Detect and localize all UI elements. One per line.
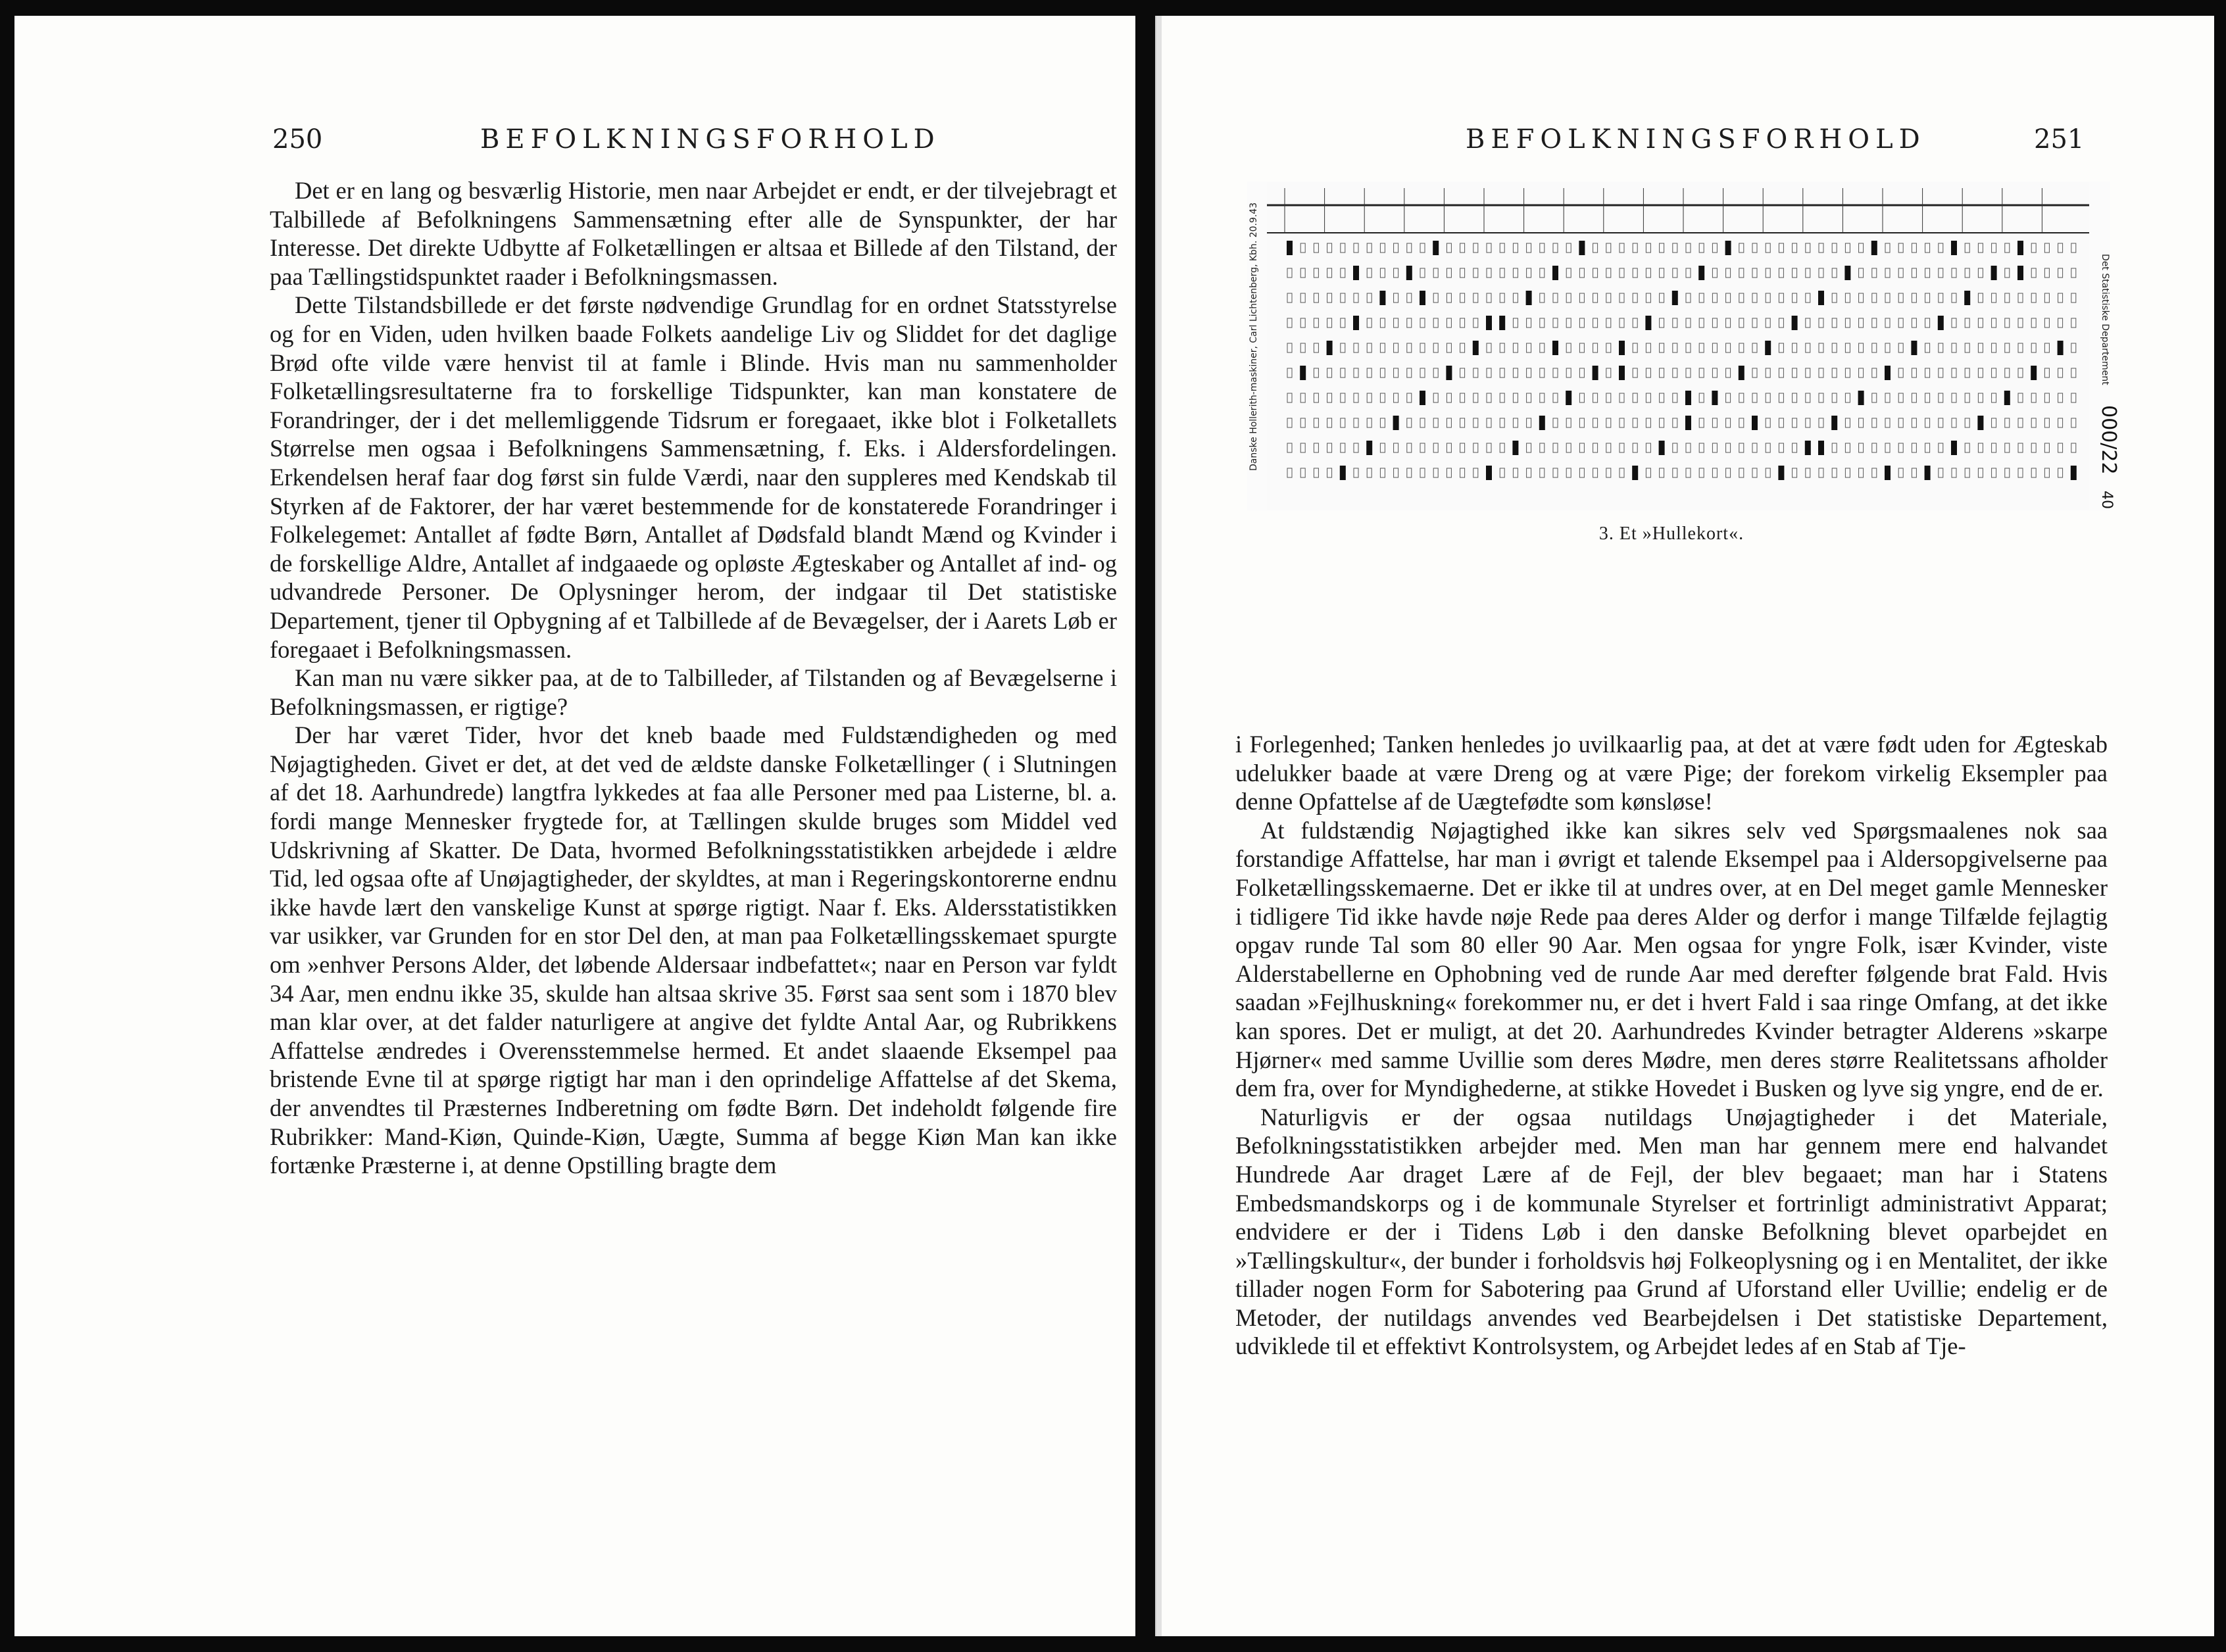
card-punch-hole bbox=[1885, 366, 1891, 380]
card-punch-hole bbox=[1632, 466, 1638, 480]
card-punch-hole bbox=[1619, 366, 1625, 380]
card-punch-hole bbox=[1366, 441, 1372, 455]
card-punch-hole bbox=[2017, 266, 2023, 280]
card-punch-hole bbox=[1420, 291, 1425, 305]
card-punch-hole bbox=[1964, 291, 1970, 305]
paragraph: At fuldstændig Nøjagtighed ikke kan sikres selv ved Spørgsmaalenes nok saa forstandige Affattelse, har man i øvrigt et talende Eksempel paa i Aldersopgivelserne paa Folketællingsskemaerne. Det er ikke til at undres over, at en Del meget gamle Mennesker i tidligere Tid ikke havde nøje Rede paa deres Alder og derfor i mange Tilfælde fejlagtig opgav runde Tal som 80 eller 90 Aar. Men ogsaa for yngre Folk, især Kvinder, viste Alderstabellerne en Ophobning ved de runde Aar med derefter følgende brat Fald. Hvis saadan »Fejlhuskning« forekommer nu, er det i hvert Fald i saa ringe Omfang, at det ikke kan spores. Det er muligt, at det 20. Aarhundredes Kvinder betragter Alderens »skarpe Hjørner« med samme Uvillie som deres Mødre, men deres større Realitetssans afholder dem fra, over for Myndighederne, at stikke Hovedet i Busken og lyve sig yngre, end de er. bbox=[1235, 816, 2108, 1102]
card-punch-hole bbox=[1831, 416, 1837, 430]
card-number: 40 bbox=[2098, 491, 2115, 509]
card-punch-hole bbox=[1579, 241, 1585, 255]
card-punch-hole bbox=[1765, 341, 1771, 355]
card-punch-hole bbox=[1539, 416, 1545, 430]
card-punch-hole bbox=[1672, 291, 1678, 305]
paragraph: i Forlegenhed; Tanken henledes jo uvilkaarlig paa, at det at være født uden for Ægteskab udelukker baade at være Dreng og at være Pige; der forekom virkelig Eksempler paa denne Opfattelse af de Uægtefødte som kønsløse! bbox=[1235, 731, 2108, 815]
page-number: 250 bbox=[272, 124, 323, 155]
card-punch-hole bbox=[1393, 416, 1399, 430]
running-head: BEFOLKNINGSFORHOLD bbox=[480, 124, 941, 155]
card-side-text-left: Danske Hollerith-maskiner, Carl Lichtenberg, Kbh. 20.9.43 bbox=[1249, 202, 1259, 471]
card-punch-hole bbox=[1473, 341, 1479, 355]
card-punch-hole bbox=[1871, 241, 1877, 255]
running-head: BEFOLKNINGSFORHOLD bbox=[1466, 124, 1926, 155]
card-punch-hole bbox=[1406, 266, 1412, 280]
card-serial: 000/22 bbox=[2097, 405, 2120, 475]
card-punch-hole bbox=[1593, 366, 1598, 380]
card-punch-hole bbox=[1792, 316, 1798, 330]
card-punch-hole bbox=[1379, 291, 1385, 305]
card-punch-hole bbox=[1353, 266, 1359, 280]
punch-card-figure bbox=[1247, 182, 2120, 510]
card-punch-hole bbox=[1340, 466, 1346, 480]
card-punch-hole bbox=[1685, 391, 1691, 405]
card-punch-hole bbox=[1805, 441, 1811, 455]
card-punch-hole bbox=[1300, 366, 1306, 380]
card-punch-hole bbox=[1925, 466, 1931, 480]
card-punch-hole bbox=[1645, 316, 1651, 330]
paragraph: Naturligvis er der ogsaa nutildags Unøjagtigheder i det Materiale, Befolkningsstatistikken arbejder med. Men man har gennem mere end halvandet Hundrede Aar draget Lære af de Fejl, der blev begaaet; man har i Statens Embedsmandskorps og i de kommunale Styrelser et fortrinligt administrativt Apparat; endvidere er der i Tidens Løb i den danske Befolkning blevet oparbejdet en »Tællingskultur«, der bunder i forholdsvis høj Folkeoplysning og i en Mentalitet, der ikke tillader nogen Form for Sabotering paa Grund af Uforstand eller Uvillie; endelig er de Metoder, der nutildags anvendes ved Bearbejdelsen i Det statistiske Departement, udviklede til et effektivt Kontrolsystem, og Arbejdet ledes af en Stab af Tje- bbox=[1235, 1103, 2108, 1360]
figure-caption: 3. Et »Hullekort«. bbox=[1598, 523, 1744, 544]
left-page bbox=[14, 16, 1135, 1636]
card-punch-hole bbox=[1938, 316, 1944, 330]
card-punch-hole bbox=[1911, 341, 1917, 355]
card-punch-hole bbox=[1977, 416, 1983, 430]
card-punch-hole bbox=[1327, 341, 1333, 355]
card-punch-hole bbox=[1818, 291, 1824, 305]
card-punch-hole bbox=[1486, 466, 1492, 480]
card-punch-hole bbox=[1991, 266, 1997, 280]
card-punch-hole bbox=[1499, 316, 1505, 330]
card-punch-hole bbox=[1685, 416, 1691, 430]
card-punch-hole bbox=[1512, 441, 1518, 455]
card-punch-hole bbox=[1712, 391, 1718, 405]
card-punch-hole bbox=[2058, 341, 2064, 355]
card-punch-hole bbox=[1885, 466, 1891, 480]
paragraph: Kan man nu være sikker paa, at de to Talbilleder, af Tilstanden og af Bevægelserne i Befolkningsmassen, er rigtige? bbox=[270, 664, 1117, 720]
left-body-text bbox=[270, 176, 1117, 1180]
card-punch-hole bbox=[1698, 266, 1704, 280]
card-punch-hole bbox=[1446, 366, 1452, 380]
card-punch-hole bbox=[1739, 366, 1744, 380]
card-punch-hole bbox=[1566, 391, 1571, 405]
punch-card-image bbox=[1247, 182, 2120, 510]
card-punch-hole bbox=[1752, 416, 1758, 430]
card-body bbox=[1267, 182, 2089, 510]
card-punch-hole bbox=[1659, 441, 1665, 455]
card-punch-hole bbox=[2004, 391, 2010, 405]
card-punch-hole bbox=[1526, 291, 1532, 305]
card-punch-hole bbox=[1778, 466, 1784, 480]
paragraph: Der har været Tider, hvor det kneb baade med Fuldstændigheden og med Nøjagtigheden. Givet er det, at det ved de ældste danske Folketællinger ( i Slutningen af det 18. Aarhundrede) langtfra lykkedes at faa alle Personer med paa Listerne, bl. a. fordi mange Mennesker frygtede for, at Tællingen skulde bruges som Middel ved Udskrivning af Skatter. De Data, hvormed Befolkningsstatistikken arbejdede i ældre Tid, led ogsaa ofte af Unøjagtigheder, der skyldtes, at man i Regeringskontorerne endnu ikke havde lært den vanskelige Kunst at spørge rigtigt. Naar f. Eks. Aldersstatistikken var usikker, var Grunden for en stor Del den, at man paa Folketællingsskemaet spurgte om »enhver Persons Alder, det løbende Aldersaar indbefattet«; naar en Person var fyldt 34 Aar, men endnu ikke 35, skulde han altsaa skrive 35. Først saa sent som i 1870 blev man klar over, at det falder naturligere at angive det fyldte Antal Aar, og Rubrikkens Affattelse ændredes i Overensstemmelse hermed. Et andet slaaende Eksempel paa bristende Evne til at spørge rigtigt har man i den oprindelige Affattelse af det Skema, der anvendtes til Præsternes Indberetning om fødte Børn. Det indeholdt følgende fire Rubrikker: Mand-Kiøn, Quinde-Kiøn, Uægte, Summa af begge Kiøn Man kan ikke fortænke Præsterne i, at denne Opstilling bragte dem bbox=[270, 721, 1117, 1179]
card-punch-hole bbox=[1353, 316, 1359, 330]
right-page bbox=[1155, 16, 2214, 1636]
card-punch-hole bbox=[1951, 441, 1957, 455]
card-punch-hole bbox=[1552, 341, 1558, 355]
card-punch-hole bbox=[1287, 241, 1293, 255]
card-punch-hole bbox=[1858, 391, 1864, 405]
card-punch-hole bbox=[1844, 266, 1850, 280]
card-punch-hole bbox=[1552, 266, 1558, 280]
card-punch-hole bbox=[2071, 466, 2077, 480]
paragraph: Dette Tilstandsbillede er det første nødvendige Grundlag for en ordnet Statsstyrelse og for en Viden, uden hvilken baade Folkets aandelige Liv og Sliddet for det daglige Brød ofte vilde være henvist til at famle i Blinde. Hvis man nu sammenholder Folketællingsresultaterne fra to forskellige Tidspunkter, kan man konstatere de Forandringer, der i det mellemliggende Tidsrum er foregaaet, ikke blot i Folketallets Størrelse men ogsaa i Befolkningens Sammensætning, f. Eks. i Aldersfordelingen. Erkendelsen heraf faar dog først sin fulde Værdi, naar den suppleres med Kendskab til Styrken af de Faktorer, der har været bestemmende for de konstaterede Forandringer i Folkelegemet: Antallet af fødte Børn, Antallet af Dødsfald blandt Mænd og Kvinder i de forskellige Aldre, Antallet af indgaaede og opløste Ægteskaber og Antallet af ind- og udvandrede Personer. De Oplysninger herom, der indgaar til Det statistiske Departement, tjener til Opbygning af et Talbillede af de Bevægelser, der i Aarets Løb er foregaaet i Befolkningsmassen. bbox=[270, 291, 1117, 663]
card-side-text-right: Det Statistiske Departement bbox=[2100, 254, 2110, 385]
card-punch-hole bbox=[2017, 241, 2023, 255]
right-body-text bbox=[1235, 730, 2108, 1361]
page-gutter bbox=[1156, 16, 1162, 1636]
card-punch-hole bbox=[1818, 441, 1824, 455]
card-punch-hole bbox=[1420, 391, 1425, 405]
card-punch-hole bbox=[1486, 316, 1492, 330]
card-punch-hole bbox=[1725, 241, 1731, 255]
card-punch-hole bbox=[2031, 366, 2037, 380]
card-punch-hole bbox=[1433, 241, 1439, 255]
card-punch-hole bbox=[1951, 241, 1957, 255]
page-number: 251 bbox=[2034, 124, 2085, 155]
card-punch-hole bbox=[1619, 341, 1625, 355]
paragraph: Det er en lang og besværlig Historie, men naar Arbejdet er endt, er der tilvejebragt et Talbillede af Befolkningens Sammensætning efter alle de Synspunkter, der har Interesse. Det direkte Udbytte af Folketællingen er altsaa et Billede af den Tilstand, der paa Tællingstidspunktet raader i Befolkningsmassen. bbox=[270, 177, 1117, 290]
